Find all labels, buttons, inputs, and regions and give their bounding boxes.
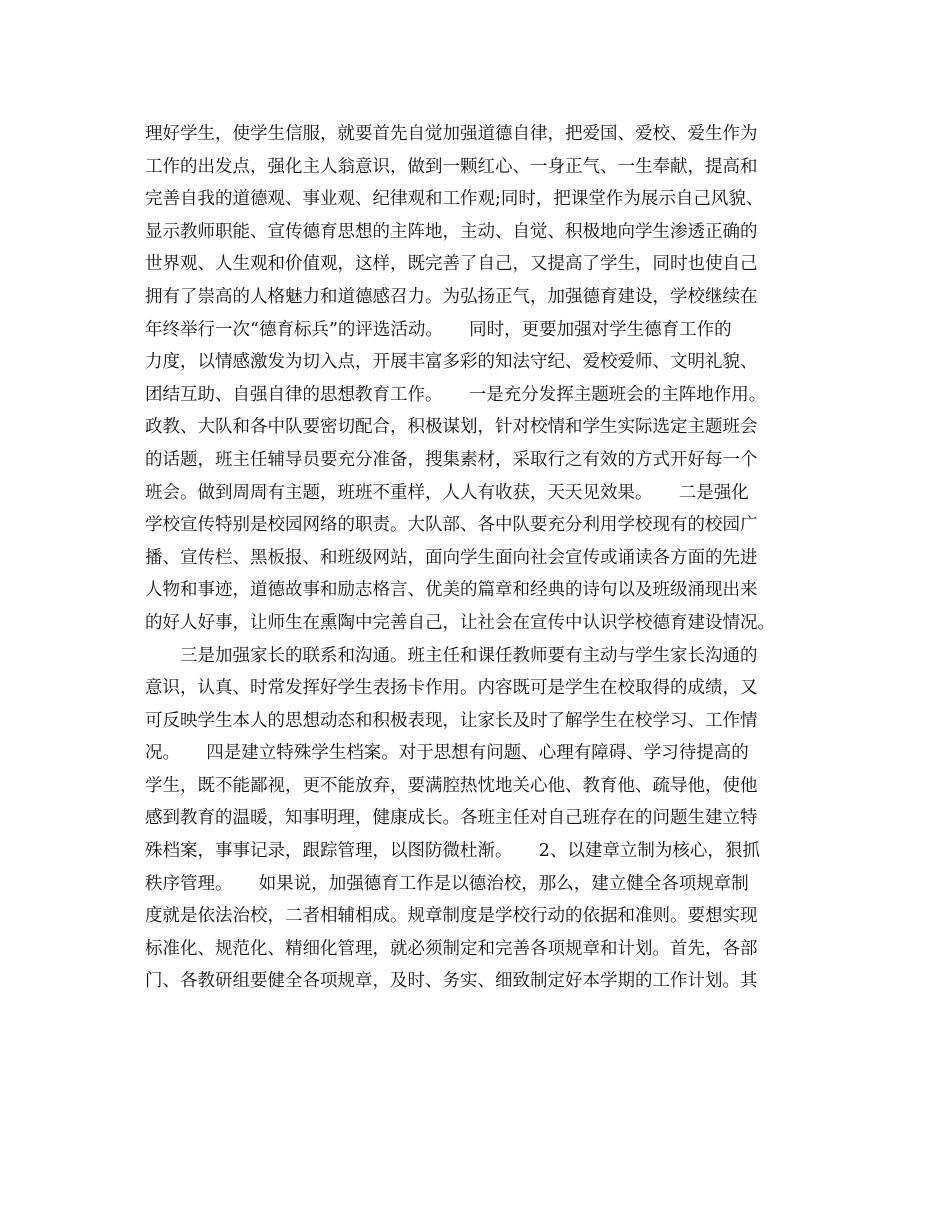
text-line: 班会。做到周周有主题，班班不重样，人人有收获，天天见效果。 二是强化 (145, 482, 749, 503)
text-line: 显示教师职能、宣传德育思想的主阵地，主动、自觉、积极地向学生渗透正确的 (145, 221, 758, 242)
text-line: 世界观、人生观和价值观，这样，既完善了自己，又提高了学生，同时也使自己 (145, 254, 758, 275)
text-line: 工作的出发点，强化主人翁意识，做到一颗红心、一身正气、一生奉献，提高和 (145, 156, 758, 177)
text-line: 学校宣传特别是校园网络的职责。大队部、各中队要充分利用学校现有的校园广 (145, 515, 758, 536)
text-line: 完善自我的道德观、事业观、纪律观和工作观;同时，把课堂作为展示自己风貌、 (145, 189, 764, 210)
text-line: 人物和事迹，道德故事和励志格言、优美的篇章和经典的诗句以及班级涌现出来 (145, 580, 758, 601)
text-line: 团结互助、自强自律的思想教育工作。 一是充分发挥主题班会的主阵地作用。 (145, 384, 767, 405)
text-line: 感到教育的温暖，知事明理，健康成长。各班主任对自己班存在的问题生建立特 (145, 808, 758, 829)
text-line: 力度，以情感激发为切入点，开展丰富多彩的知法守纪、爱校爱师、文明礼貌、 (145, 352, 758, 373)
text-line: 的话题，班主任辅导员要充分准备，搜集素材，采取行之有效的方式开好每一个 (145, 449, 758, 470)
text-line: 秩序管理。 如果说，加强德育工作是以德治校，那么，建立健全各项规章制 (145, 873, 749, 894)
text-line: 三是加强家长的联系和沟通。班主任和课任教师要有主动与学生家长沟通的 (145, 645, 758, 666)
text-line: 标准化、规范化、精细化管理，就必须制定和完善各项规章和计划。首先，各部 (145, 938, 758, 959)
text-line: 播、宣传栏、黑板报、和班级网站，面向学生面向社会宣传或诵读各方面的先进 (145, 547, 758, 568)
text-line: 可反映学生本人的思想动态和积极表现，让家长及时了解学生在校学习、工作情 (145, 710, 758, 731)
text-line: 殊档案，事事记录，跟踪管理，以图防微杜渐。 2、以建章立制为核心，狠抓 (145, 841, 760, 862)
text-line: 意识，认真、时常发挥好学生表扬卡作用。内容既可是学生在校取得的成绩，又 (145, 678, 758, 699)
body-text (145, 118, 815, 998)
text-line: 年终举行一次“德育标兵”的评选活动。 同时，更要加强对学生德育工作的 (145, 319, 732, 340)
text-line: 的好人好事，让师生在熏陶中完善自己，让社会在宣传中认识学校德育建设情况。 (145, 612, 775, 633)
text-line: 度就是依法治校，二者相辅相成。规章制度是学校行动的依据和准则。要想实现 (145, 906, 758, 927)
text-line: 拥有了崇高的人格魅力和道德感召力。为弘扬正气，加强德育建设，学校继续在 (145, 286, 758, 307)
text-line: 况。 四是建立特殊学生档案。对于思想有问题、心理有障碍、学习待提高的 (145, 743, 749, 764)
text-line: 学生，既不能鄙视，更不能放弃，要满腔热忱地关心他、教育他、疏导他，使他 (145, 775, 758, 796)
text-line: 理好学生，使学生信服，就要首先自觉加强道德自律，把爱国、爱校、爱生作为 (145, 124, 758, 144)
text-line: 政教、大队和各中队要密切配合，积极谋划，针对校情和学生实际选定主题班会 (145, 417, 758, 438)
text-line: 门、各教研组要健全各项规章，及时、务实、细致制定好本学期的工作计划。其 (145, 971, 758, 992)
